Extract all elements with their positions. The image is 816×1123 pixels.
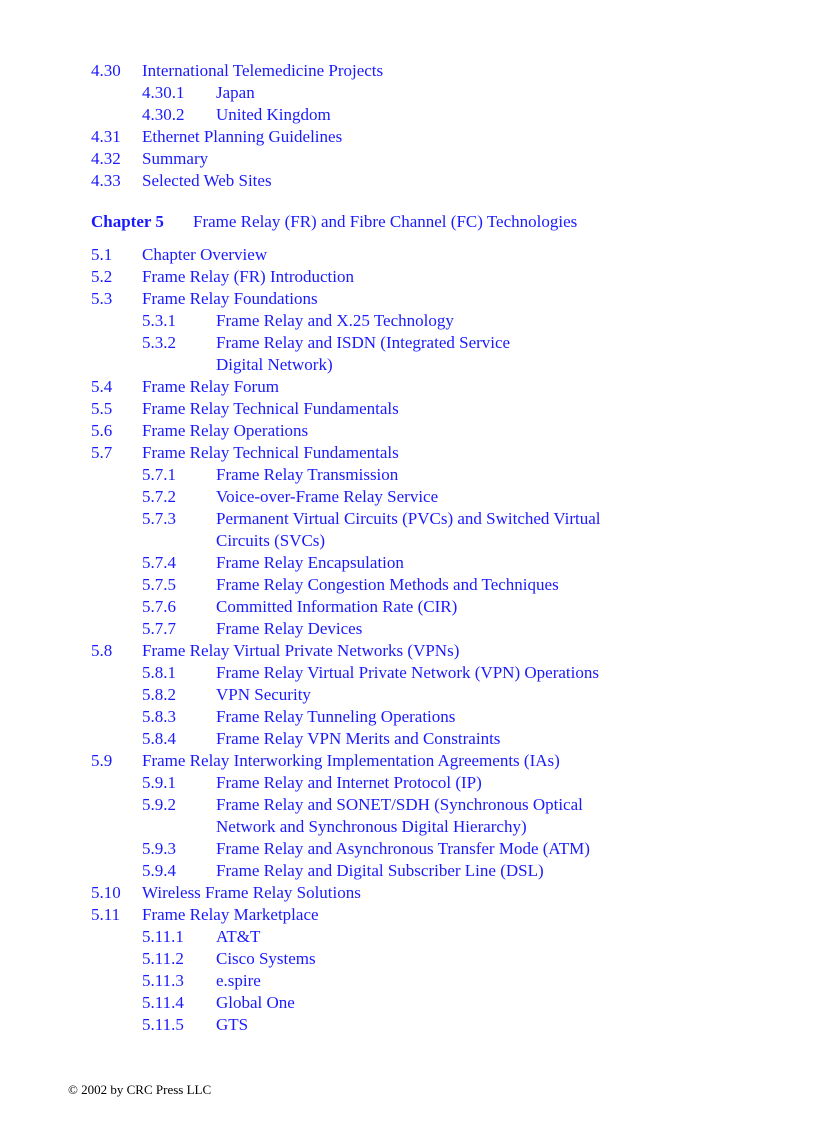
toc-entry[interactable] [0, 398, 816, 420]
toc-entry-title: Committed Information Rate (CIR) [216, 597, 458, 616]
toc-entry-title: Circuits (SVCs) [216, 531, 326, 550]
toc-entry[interactable] [0, 838, 816, 860]
toc-entry-number: 4.30.1 [142, 83, 185, 102]
toc-entry-title: Cisco Systems [216, 949, 316, 968]
toc-entry[interactable] [0, 486, 816, 508]
toc-entry-number: 5.7.4 [142, 553, 176, 572]
toc-entry[interactable] [0, 442, 816, 464]
toc-entry[interactable] [0, 82, 816, 104]
toc-entry-number: 5.7.3 [142, 509, 176, 528]
toc-entry-title: Frame Relay Interworking Implementation Agreements (IAs) [142, 751, 560, 770]
toc-entry-number: 5.3.1 [142, 311, 176, 330]
toc-entry[interactable] [0, 662, 816, 684]
table-of-contents [0, 60, 816, 1036]
toc-entry[interactable] [0, 266, 816, 288]
toc-entry-title: Frame Relay Technical Fundamentals [142, 399, 399, 418]
toc-entry[interactable] [0, 288, 816, 310]
toc-entry[interactable] [0, 1014, 816, 1036]
toc-entry-number: 5.7 [91, 443, 113, 462]
toc-entry-number: 5.8.4 [142, 729, 176, 748]
toc-entry[interactable] [0, 508, 816, 530]
toc-entry-number: 5.7.5 [142, 575, 176, 594]
toc-entry-number: 4.30 [91, 61, 121, 80]
toc-entry-number: 5.9.2 [142, 795, 176, 814]
toc-entry-number: 5.3.2 [142, 333, 176, 352]
toc-entry-number: 5.2 [91, 267, 113, 286]
toc-entry-number: 5.6 [91, 421, 113, 440]
toc-entry-title: Frame Relay VPN Merits and Constraints [216, 729, 501, 748]
spacer [0, 234, 816, 244]
toc-entry-title: Network and Synchronous Digital Hierarchy) [216, 817, 527, 836]
toc-entry-title: International Telemedicine Projects [142, 61, 384, 80]
toc-entry-title: Frame Relay Congestion Methods and Techniques [216, 575, 559, 594]
toc-entry-number: 5.11 [91, 905, 121, 924]
toc-section-chapter-4 [0, 60, 816, 192]
toc-entry-title: Frame Relay Operations [142, 421, 309, 440]
toc-entry-title: Japan [216, 83, 255, 102]
toc-entry-number: 5.9.1 [142, 773, 176, 792]
toc-entry-number: 5.7.2 [142, 487, 176, 506]
toc-entry[interactable] [0, 772, 816, 794]
toc-entry-title: Frame Relay Encapsulation [216, 553, 404, 572]
toc-entry-continuation [0, 354, 816, 376]
toc-entry-number: 5.3 [91, 289, 113, 308]
toc-entry-title: Ethernet Planning Guidelines [142, 127, 343, 146]
toc-entry-title: Frame Relay Marketplace [142, 905, 319, 924]
toc-entry-number: 4.33 [91, 171, 121, 190]
toc-entry-title: Frame Relay (FR) Introduction [142, 267, 354, 286]
toc-entry-number: 5.8.1 [142, 663, 176, 682]
toc-entry-title: Permanent Virtual Circuits (PVCs) and Switched Virtual [216, 509, 601, 528]
toc-entry-number: 5.10 [91, 883, 121, 902]
toc-entry[interactable] [0, 148, 816, 170]
toc-entry[interactable] [0, 464, 816, 486]
toc-entry-title: Frame Relay and Internet Protocol (IP) [216, 773, 482, 792]
chapter-label: Chapter 5 [91, 212, 164, 231]
toc-entry[interactable] [0, 618, 816, 640]
toc-entry-title: Wireless Frame Relay Solutions [142, 883, 361, 902]
toc-entry-title: Frame Relay and ISDN (Integrated Service [216, 333, 511, 352]
toc-entry-number: 5.11.4 [142, 993, 184, 1012]
toc-entry-number: 5.7.7 [142, 619, 176, 638]
toc-entry-number: 5.9.3 [142, 839, 176, 858]
toc-entry-title: Frame Relay Transmission [216, 465, 399, 484]
toc-entry-continuation [0, 816, 816, 838]
toc-entry[interactable] [0, 596, 816, 618]
toc-entry-number: 5.8.3 [142, 707, 176, 726]
toc-entry-title: United Kingdom [216, 105, 331, 124]
toc-entry-title: Frame Relay and SONET/SDH (Synchronous Optical [216, 795, 583, 814]
toc-entry[interactable] [0, 244, 816, 266]
chapter-heading[interactable] [0, 210, 816, 234]
toc-entry-title: AT&T [216, 927, 261, 946]
toc-entry-title: Chapter Overview [142, 245, 268, 264]
toc-entry[interactable] [0, 640, 816, 662]
toc-entry-number: 5.11.2 [142, 949, 184, 968]
toc-entry[interactable] [0, 860, 816, 882]
toc-entry-number: 5.8 [91, 641, 113, 660]
toc-entry[interactable] [0, 684, 816, 706]
toc-entry-number: 5.11.5 [142, 1015, 184, 1034]
toc-entry[interactable] [0, 904, 816, 926]
chapter-title: Frame Relay (FR) and Fibre Channel (FC) Technologies [193, 212, 578, 231]
toc-entry[interactable] [0, 170, 816, 192]
toc-entry-title: Frame Relay and Asynchronous Transfer Mode (ATM) [216, 839, 590, 858]
toc-entry-title: Digital Network) [216, 355, 333, 374]
toc-entry[interactable] [0, 948, 816, 970]
toc-entry-title: e.spire [216, 971, 261, 990]
toc-entry-title: Frame Relay and X.25 Technology [216, 311, 454, 330]
toc-entry-number: 5.9 [91, 751, 113, 770]
toc-entry[interactable] [0, 60, 816, 82]
toc-entry-title: Summary [142, 149, 209, 168]
toc-entry-title: GTS [216, 1015, 249, 1034]
toc-entry[interactable] [0, 970, 816, 992]
toc-entry-number: 5.8.2 [142, 685, 176, 704]
toc-entry[interactable] [0, 104, 816, 126]
toc-entry[interactable] [0, 420, 816, 442]
toc-section-chapter-5 [0, 244, 816, 1036]
toc-entry-continuation [0, 530, 816, 552]
toc-entry[interactable] [0, 926, 816, 948]
toc-entry[interactable] [0, 706, 816, 728]
toc-entry-title: Frame Relay Devices [216, 619, 363, 638]
toc-entry-number: 4.31 [91, 127, 121, 146]
toc-entry[interactable] [0, 332, 816, 354]
toc-entry-title: Frame Relay and Digital Subscriber Line (DSL) [216, 861, 544, 880]
toc-entry-number: 5.11.1 [142, 927, 184, 946]
toc-entry[interactable] [0, 126, 816, 148]
toc-entry-number: 4.30.2 [142, 105, 185, 124]
toc-entry[interactable] [0, 552, 816, 574]
toc-entry-title: Frame Relay Technical Fundamentals [142, 443, 399, 462]
toc-entry-title: Frame Relay Virtual Private Networks (VPNs) [142, 641, 460, 660]
toc-entry-number: 5.9.4 [142, 861, 176, 880]
toc-entry-title: Frame Relay Tunneling Operations [216, 707, 456, 726]
toc-entry[interactable] [0, 750, 816, 772]
toc-entry[interactable] [0, 574, 816, 596]
toc-entry-number: 5.5 [91, 399, 113, 418]
toc-entry-title: Frame Relay Forum [142, 377, 279, 396]
toc-entry[interactable] [0, 376, 816, 398]
toc-entry-title: Frame Relay Foundations [142, 289, 318, 308]
toc-entry-title: Voice-over-Frame Relay Service [216, 487, 439, 506]
toc-entry-number: 5.4 [91, 377, 113, 396]
toc-entry[interactable] [0, 794, 816, 816]
toc-entry-title: Selected Web Sites [142, 171, 272, 190]
toc-entry-number: 5.7.1 [142, 465, 176, 484]
toc-entry[interactable] [0, 728, 816, 750]
toc-entry-number: 5.1 [91, 245, 113, 264]
toc-entry-title: Frame Relay Virtual Private Network (VPN) Operations [216, 663, 599, 682]
toc-entry-title: VPN Security [216, 685, 311, 704]
copyright-footer: © 2002 by CRC Press LLC [68, 1082, 212, 1097]
toc-entry-number: 4.32 [91, 149, 121, 168]
toc-entry-title: Global One [216, 993, 295, 1012]
toc-entry[interactable] [0, 882, 816, 904]
toc-entry[interactable] [0, 992, 816, 1014]
toc-entry-number: 5.7.6 [142, 597, 176, 616]
toc-entry-number: 5.11.3 [142, 971, 184, 990]
spacer [0, 192, 816, 210]
toc-entry[interactable] [0, 310, 816, 332]
